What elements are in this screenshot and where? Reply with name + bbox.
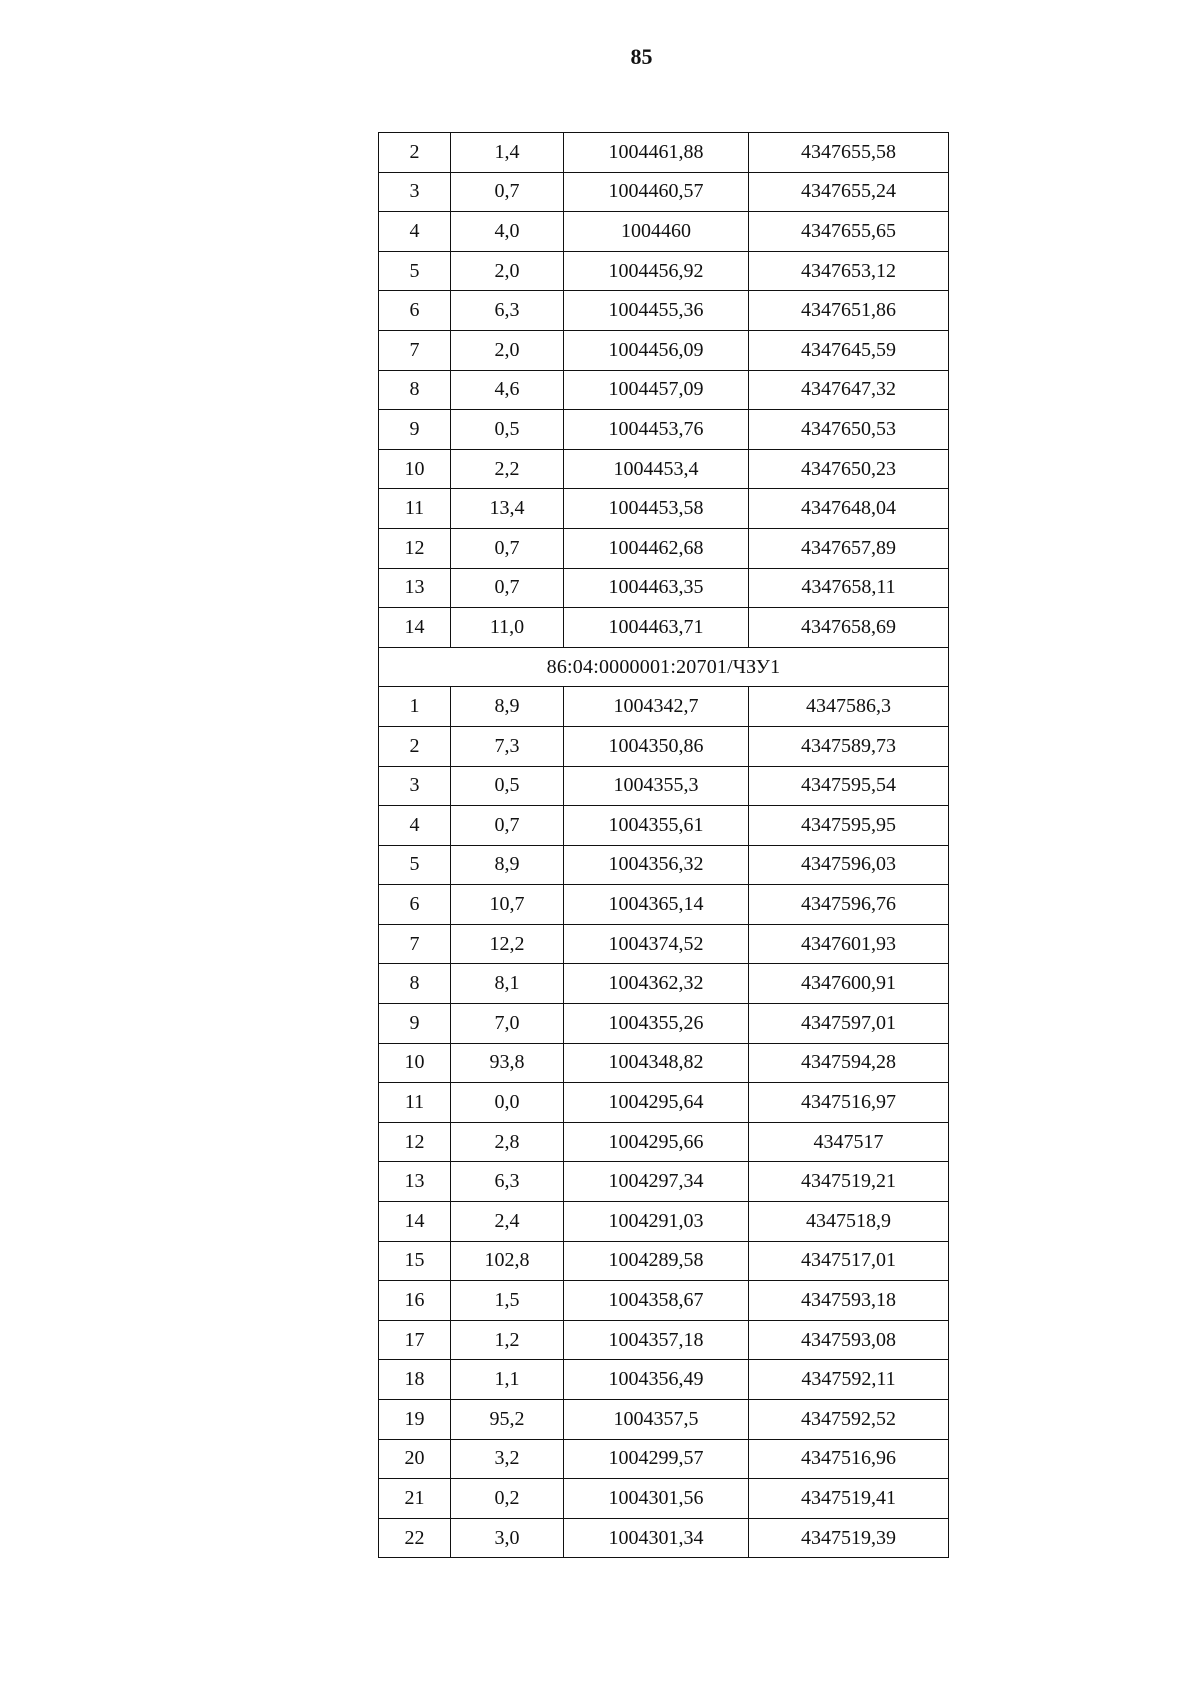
table-row: [379, 1320, 949, 1360]
table-row: [379, 1479, 949, 1519]
x-coordinate-cell: 1004358,67: [564, 1281, 749, 1321]
y-coordinate-cell: 4347655,58: [749, 133, 949, 173]
x-coordinate-cell: 1004355,61: [564, 806, 749, 846]
y-coordinate-cell: 4347589,73: [749, 726, 949, 766]
point-number-cell: 14: [379, 608, 451, 648]
x-coordinate-cell: 1004357,18: [564, 1320, 749, 1360]
table-row: [379, 251, 949, 291]
distance-cell: 13,4: [451, 489, 564, 529]
x-coordinate-cell: 1004365,14: [564, 885, 749, 925]
distance-cell: 1,2: [451, 1320, 564, 1360]
table-row: [379, 212, 949, 252]
y-coordinate-cell: 4347516,96: [749, 1439, 949, 1479]
x-coordinate-cell: 1004463,71: [564, 608, 749, 648]
x-coordinate-cell: 1004291,03: [564, 1202, 749, 1242]
table-row: [379, 964, 949, 1004]
section-header-group: [379, 647, 949, 687]
x-coordinate-cell: 1004295,66: [564, 1122, 749, 1162]
point-number-cell: 12: [379, 528, 451, 568]
table-row: [379, 608, 949, 648]
point-number-cell: 4: [379, 212, 451, 252]
table-row: [379, 1122, 949, 1162]
distance-cell: 8,1: [451, 964, 564, 1004]
table-row: [379, 330, 949, 370]
table-row: [379, 410, 949, 450]
point-number-cell: 11: [379, 1083, 451, 1123]
x-coordinate-cell: 1004362,32: [564, 964, 749, 1004]
y-coordinate-cell: 4347517,01: [749, 1241, 949, 1281]
table-row: [379, 1281, 949, 1321]
table-row: [379, 1202, 949, 1242]
page-number: 85: [630, 44, 653, 69]
table-row: [379, 1400, 949, 1440]
x-coordinate-cell: 1004289,58: [564, 1241, 749, 1281]
table-row: [379, 1439, 949, 1479]
distance-cell: 95,2: [451, 1400, 564, 1440]
section-header: 86:04:0000001:20701/ЧЗУ1: [379, 647, 949, 687]
x-coordinate-cell: 1004374,52: [564, 924, 749, 964]
distance-cell: 0,7: [451, 568, 564, 608]
table-row: [379, 1360, 949, 1400]
x-coordinate-cell: 1004456,09: [564, 330, 749, 370]
table-row: [379, 726, 949, 766]
x-coordinate-cell: 1004461,88: [564, 133, 749, 173]
point-number-cell: 4: [379, 806, 451, 846]
distance-cell: 6,3: [451, 291, 564, 331]
x-coordinate-cell: 1004355,3: [564, 766, 749, 806]
point-number-cell: 10: [379, 1043, 451, 1083]
x-coordinate-cell: 1004460: [564, 212, 749, 252]
point-number-cell: 19: [379, 1400, 451, 1440]
distance-cell: 1,4: [451, 133, 564, 173]
y-coordinate-cell: 4347594,28: [749, 1043, 949, 1083]
y-coordinate-cell: 4347650,53: [749, 410, 949, 450]
x-coordinate-cell: 1004453,58: [564, 489, 749, 529]
y-coordinate-cell: 4347593,08: [749, 1320, 949, 1360]
table-row: [379, 449, 949, 489]
distance-cell: 1,1: [451, 1360, 564, 1400]
point-number-cell: 18: [379, 1360, 451, 1400]
y-coordinate-cell: 4347601,93: [749, 924, 949, 964]
x-coordinate-cell: 1004342,7: [564, 687, 749, 727]
x-coordinate-cell: 1004356,32: [564, 845, 749, 885]
y-coordinate-cell: 4347658,11: [749, 568, 949, 608]
point-number-cell: 5: [379, 845, 451, 885]
table-row: [379, 924, 949, 964]
point-number-cell: 17: [379, 1320, 451, 1360]
y-coordinate-cell: 4347650,23: [749, 449, 949, 489]
table-row: [379, 1162, 949, 1202]
x-coordinate-cell: 1004462,68: [564, 528, 749, 568]
distance-cell: 2,4: [451, 1202, 564, 1242]
x-coordinate-cell: 1004355,26: [564, 1004, 749, 1044]
x-coordinate-cell: 1004457,09: [564, 370, 749, 410]
distance-cell: 8,9: [451, 845, 564, 885]
y-coordinate-cell: 4347658,69: [749, 608, 949, 648]
x-coordinate-cell: 1004463,35: [564, 568, 749, 608]
point-number-cell: 3: [379, 766, 451, 806]
point-number-cell: 9: [379, 1004, 451, 1044]
x-coordinate-cell: 1004453,4: [564, 449, 749, 489]
distance-cell: 2,8: [451, 1122, 564, 1162]
x-coordinate-cell: 1004301,34: [564, 1518, 749, 1558]
distance-cell: 0,2: [451, 1479, 564, 1519]
point-number-cell: 8: [379, 370, 451, 410]
point-number-cell: 12: [379, 1122, 451, 1162]
point-number-cell: 11: [379, 489, 451, 529]
distance-cell: 4,6: [451, 370, 564, 410]
distance-cell: 1,5: [451, 1281, 564, 1321]
y-coordinate-cell: 4347592,11: [749, 1360, 949, 1400]
distance-cell: 6,3: [451, 1162, 564, 1202]
table-row: [379, 133, 949, 173]
point-number-cell: 10: [379, 449, 451, 489]
distance-cell: 3,0: [451, 1518, 564, 1558]
distance-cell: 2,2: [451, 449, 564, 489]
distance-cell: 10,7: [451, 885, 564, 925]
y-coordinate-cell: 4347597,01: [749, 1004, 949, 1044]
table-row: [379, 885, 949, 925]
x-coordinate-cell: 1004453,76: [564, 410, 749, 450]
table-row: [379, 766, 949, 806]
distance-cell: 0,5: [451, 766, 564, 806]
point-number-cell: 13: [379, 1162, 451, 1202]
point-number-cell: 6: [379, 885, 451, 925]
point-number-cell: 20: [379, 1439, 451, 1479]
table-row: [379, 172, 949, 212]
point-number-cell: 3: [379, 172, 451, 212]
table-row: [379, 1083, 949, 1123]
point-number-cell: 5: [379, 251, 451, 291]
table-row: [379, 568, 949, 608]
point-number-cell: 1: [379, 687, 451, 727]
y-coordinate-cell: 4347655,24: [749, 172, 949, 212]
point-number-cell: 16: [379, 1281, 451, 1321]
x-coordinate-cell: 1004455,36: [564, 291, 749, 331]
point-number-cell: 22: [379, 1518, 451, 1558]
point-number-cell: 8: [379, 964, 451, 1004]
x-coordinate-cell: 1004460,57: [564, 172, 749, 212]
distance-cell: 0,7: [451, 528, 564, 568]
distance-cell: 2,0: [451, 251, 564, 291]
x-coordinate-cell: 1004357,5: [564, 1400, 749, 1440]
y-coordinate-cell: 4347657,89: [749, 528, 949, 568]
distance-cell: 0,5: [451, 410, 564, 450]
table-row: [379, 845, 949, 885]
table-row: [379, 370, 949, 410]
x-coordinate-cell: 1004295,64: [564, 1083, 749, 1123]
table-row: [379, 291, 949, 331]
y-coordinate-cell: 4347645,59: [749, 330, 949, 370]
point-number-cell: 15: [379, 1241, 451, 1281]
x-coordinate-cell: 1004299,57: [564, 1439, 749, 1479]
y-coordinate-cell: 4347595,95: [749, 806, 949, 846]
point-number-cell: 6: [379, 291, 451, 331]
y-coordinate-cell: 4347592,52: [749, 1400, 949, 1440]
distance-cell: 12,2: [451, 924, 564, 964]
coordinates-group-b: [379, 687, 949, 1558]
x-coordinate-cell: 1004350,86: [564, 726, 749, 766]
table-row: [379, 806, 949, 846]
distance-cell: 0,7: [451, 172, 564, 212]
distance-cell: 0,0: [451, 1083, 564, 1123]
y-coordinate-cell: 4347655,65: [749, 212, 949, 252]
y-coordinate-cell: 4347516,97: [749, 1083, 949, 1123]
distance-cell: 93,8: [451, 1043, 564, 1083]
y-coordinate-cell: 4347651,86: [749, 291, 949, 331]
distance-cell: 0,7: [451, 806, 564, 846]
section-header-row: [379, 647, 949, 687]
distance-cell: 102,8: [451, 1241, 564, 1281]
y-coordinate-cell: 4347586,3: [749, 687, 949, 727]
table-row: [379, 687, 949, 727]
y-coordinate-cell: 4347596,03: [749, 845, 949, 885]
coordinates-group-a: [379, 133, 949, 648]
distance-cell: 11,0: [451, 608, 564, 648]
table-row: [379, 1043, 949, 1083]
x-coordinate-cell: 1004456,92: [564, 251, 749, 291]
point-number-cell: 7: [379, 924, 451, 964]
y-coordinate-cell: 4347593,18: [749, 1281, 949, 1321]
distance-cell: 4,0: [451, 212, 564, 252]
y-coordinate-cell: 4347596,76: [749, 885, 949, 925]
table-row: [379, 1241, 949, 1281]
point-number-cell: 14: [379, 1202, 451, 1242]
y-coordinate-cell: 4347519,39: [749, 1518, 949, 1558]
y-coordinate-cell: 4347647,32: [749, 370, 949, 410]
y-coordinate-cell: 4347518,9: [749, 1202, 949, 1242]
point-number-cell: 13: [379, 568, 451, 608]
point-number-cell: 2: [379, 726, 451, 766]
y-coordinate-cell: 4347519,41: [749, 1479, 949, 1519]
distance-cell: 8,9: [451, 687, 564, 727]
x-coordinate-cell: 1004301,56: [564, 1479, 749, 1519]
table-row: [379, 528, 949, 568]
y-coordinate-cell: 4347517: [749, 1122, 949, 1162]
distance-cell: 7,0: [451, 1004, 564, 1044]
y-coordinate-cell: 4347519,21: [749, 1162, 949, 1202]
y-coordinate-cell: 4347648,04: [749, 489, 949, 529]
table-row: [379, 489, 949, 529]
table-row: [379, 1518, 949, 1558]
point-number-cell: 21: [379, 1479, 451, 1519]
x-coordinate-cell: 1004348,82: [564, 1043, 749, 1083]
point-number-cell: 2: [379, 133, 451, 173]
distance-cell: 7,3: [451, 726, 564, 766]
point-number-cell: 9: [379, 410, 451, 450]
distance-cell: 3,2: [451, 1439, 564, 1479]
distance-cell: 2,0: [451, 330, 564, 370]
x-coordinate-cell: 1004297,34: [564, 1162, 749, 1202]
x-coordinate-cell: 1004356,49: [564, 1360, 749, 1400]
point-number-cell: 7: [379, 330, 451, 370]
y-coordinate-cell: 4347653,12: [749, 251, 949, 291]
table-row: [379, 1004, 949, 1044]
coordinates-table: [378, 132, 949, 1558]
y-coordinate-cell: 4347600,91: [749, 964, 949, 1004]
y-coordinate-cell: 4347595,54: [749, 766, 949, 806]
